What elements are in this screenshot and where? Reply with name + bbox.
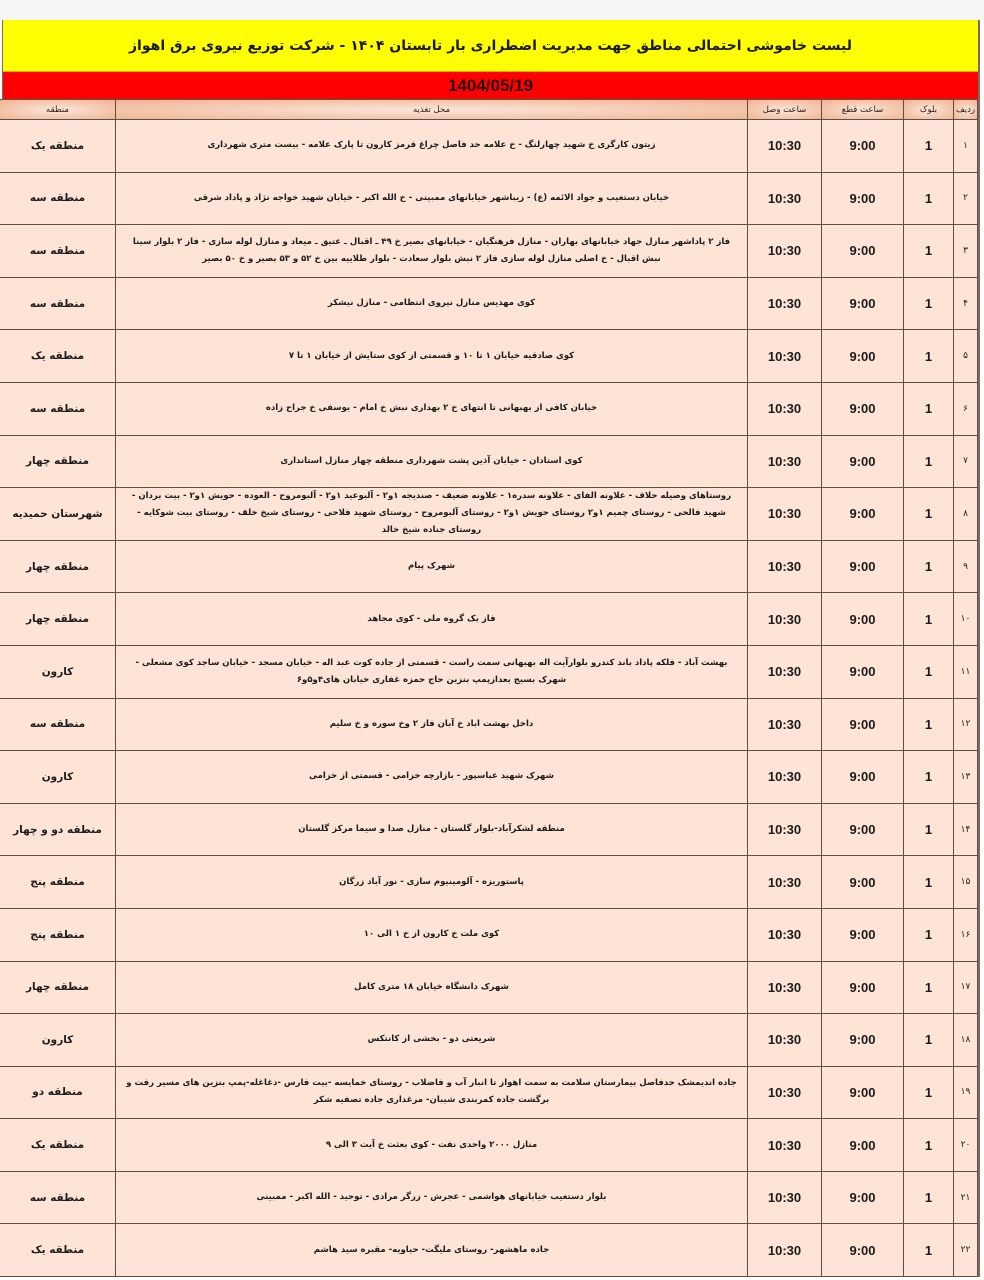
row-index: ۱۶ (954, 908, 978, 961)
row-location: داخل بهشت اباد خ آبان فاز ۲ وخ سوره و خ سلیم (116, 698, 748, 751)
row-off-time: 9:00 (822, 593, 904, 646)
header-location: محل تغذیه (116, 100, 748, 120)
row-on-time: 10:30 (748, 803, 822, 856)
row-on-time: 10:30 (748, 1171, 822, 1224)
row-region: منطقه پنج (0, 908, 116, 961)
row-location: فاز یک گروه ملی - کوی مجاهد (116, 593, 748, 646)
row-off-time: 9:00 (822, 803, 904, 856)
row-off-time: 9:00 (822, 908, 904, 961)
row-block: 1 (904, 120, 954, 173)
row-on-time: 10:30 (748, 645, 822, 698)
row-location: شریعتی دو - بخشی از کانتکس (116, 1014, 748, 1067)
row-index: ۱۳ (954, 751, 978, 804)
row-block: 1 (904, 856, 954, 909)
row-on-time: 10:30 (748, 1119, 822, 1172)
row-location: کوی مهدیس منازل نیروی انتظامی - منازل نیشکر (116, 277, 748, 330)
row-region: منطقه سه (0, 225, 116, 278)
row-index: ۶ (954, 382, 978, 435)
table-row (0, 1224, 978, 1277)
row-off-time: 9:00 (822, 277, 904, 330)
row-location: خیابان کافی از بهبهانی تا انتهای خ ۲ بهداری نبش خ امام - یوسفی خ جراح زاده (116, 382, 748, 435)
row-location: منطقه لشکرآباد-بلوار گلستان - منازل صدا و سیما مرکز گلستان (116, 803, 748, 856)
row-region: منطقه یک (0, 1224, 116, 1277)
top-margin (0, 0, 984, 20)
row-location: زیتون کارگری خ شهید چهارلنگ - خ علامه حد فاصل چراغ قرمز کارون تا پارک علامه - بیست متری شهرداری (116, 120, 748, 173)
row-on-time: 10:30 (748, 488, 822, 541)
row-index: ۱۱ (954, 645, 978, 698)
document-title: لیست خاموشی احتمالی مناطق جهت مدیریت اضطراری بار تابستان ۱۴۰۴ - شرکت توزیع نیروی برق اهواز (3, 20, 978, 72)
row-off-time: 9:00 (822, 435, 904, 488)
row-on-time: 10:30 (748, 698, 822, 751)
row-block: 1 (904, 488, 954, 541)
header-off-time: ساعت قطع (822, 100, 904, 120)
row-index: ۱۴ (954, 803, 978, 856)
row-block: 1 (904, 961, 954, 1014)
row-block: 1 (904, 803, 954, 856)
row-location: کوی ملت خ کارون از خ ۱ الی ۱۰ (116, 908, 748, 961)
table-row (0, 1171, 978, 1224)
row-block: 1 (904, 1119, 954, 1172)
row-off-time: 9:00 (822, 1171, 904, 1224)
row-block: 1 (904, 382, 954, 435)
row-region: کارون (0, 1014, 116, 1067)
row-region: منطقه سه (0, 1171, 116, 1224)
row-off-time: 9:00 (822, 961, 904, 1014)
row-index: ۱ (954, 120, 978, 173)
table-row (0, 698, 978, 751)
table-row (0, 330, 978, 383)
table-row (0, 961, 978, 1014)
table-row (0, 1066, 978, 1119)
table-row (0, 225, 978, 278)
row-location: کوی استادان - خیابان آذین پشت شهرداری منطقه چهار منازل استانداری (116, 435, 748, 488)
table-row (0, 593, 978, 646)
row-block: 1 (904, 908, 954, 961)
row-location: شهرک شهید عباسپور - بازارچه خزامی - قسمتی از خزامی (116, 751, 748, 804)
table-row (0, 645, 978, 698)
row-region: منطقه پنج (0, 856, 116, 909)
row-block: 1 (904, 645, 954, 698)
row-location: شهرک پیام (116, 540, 748, 593)
table-row (0, 382, 978, 435)
row-off-time: 9:00 (822, 751, 904, 804)
row-off-time: 9:00 (822, 645, 904, 698)
row-on-time: 10:30 (748, 225, 822, 278)
row-index: ۱۲ (954, 698, 978, 751)
row-on-time: 10:30 (748, 120, 822, 173)
row-location: پاستوریزه - آلومینیوم سازی - نور آباد زرگان (116, 856, 748, 909)
row-on-time: 10:30 (748, 961, 822, 1014)
row-off-time: 9:00 (822, 225, 904, 278)
row-block: 1 (904, 1014, 954, 1067)
row-index: ۱۵ (954, 856, 978, 909)
row-off-time: 9:00 (822, 856, 904, 909)
row-location: روستاهای وصیله حلاف - علاونه الفای - علاونه سدره۱ - علاونه ضعیف - صندیجه ۱و۲ - آلبوعید ۱و۲ - آلبومروح - العوده - حویش ۱و۲ - بیت بردان - شهید فالحی - روستای چمیم ۱و۲ روستای حویش ۱و۲ - روستای آلبومروح - روستای شهید فلاحی - روستای شیخ خلف - روستای بیت شوکایه - روستای جناده شیخ خالد (116, 488, 748, 541)
header-index: ردیف (954, 100, 978, 120)
row-region: منطقه دو و چهار (0, 803, 116, 856)
row-region: منطقه دو (0, 1066, 116, 1119)
table-row (0, 1014, 978, 1067)
row-block: 1 (904, 330, 954, 383)
row-index: ۲ (954, 172, 978, 225)
row-off-time: 9:00 (822, 540, 904, 593)
row-on-time: 10:30 (748, 435, 822, 488)
row-index: ۱۷ (954, 961, 978, 1014)
row-off-time: 9:00 (822, 1014, 904, 1067)
row-region: منطقه سه (0, 277, 116, 330)
row-region: منطقه یک (0, 330, 116, 383)
row-on-time: 10:30 (748, 277, 822, 330)
row-off-time: 9:00 (822, 120, 904, 173)
table-header-row (0, 100, 978, 120)
row-block: 1 (904, 1224, 954, 1277)
header-on-time: ساعت وصل (748, 100, 822, 120)
row-on-time: 10:30 (748, 1014, 822, 1067)
row-location: بهشت آباد - فلکه پاداد باند کندرو بلوارآیت اله بهبهانی سمت راست - قسمتی از جاده کوت عبد اله - خیابان مسجد - خیابان ساجد کوی مشعلی - شهرک بسیج بعدازپمپ بنزین حاج حمزه غفاری خیابان های۴و۵و۶ (116, 645, 748, 698)
row-region: شهرستان حمیدیه (0, 488, 116, 541)
row-block: 1 (904, 593, 954, 646)
row-off-time: 9:00 (822, 488, 904, 541)
row-on-time: 10:30 (748, 593, 822, 646)
row-location: کوی صادقیه خیابان ۱ تا ۱۰ و قسمتی از کوی ستایش از خیابان ۱ تا ۷ (116, 330, 748, 383)
row-region: منطقه چهار (0, 593, 116, 646)
row-on-time: 10:30 (748, 382, 822, 435)
table-row (0, 435, 978, 488)
row-index: ۱۹ (954, 1066, 978, 1119)
row-region: منطقه چهار (0, 540, 116, 593)
row-index: ۹ (954, 540, 978, 593)
table-row (0, 120, 978, 173)
row-on-time: 10:30 (748, 1224, 822, 1277)
row-on-time: 10:30 (748, 1066, 822, 1119)
row-off-time: 9:00 (822, 382, 904, 435)
row-block: 1 (904, 751, 954, 804)
row-region: منطقه سه (0, 698, 116, 751)
row-index: ۵ (954, 330, 978, 383)
row-on-time: 10:30 (748, 751, 822, 804)
row-index: ۲۱ (954, 1171, 978, 1224)
header-region: منطقه (0, 100, 116, 120)
table-row (0, 908, 978, 961)
row-location: خیابان دستغیب و جواد الائمه (ع) - زیباشهر خیابانهای ممبینی - خ الله اکبر - خیابان شهید خواجه نژاد و پاداد شرقی (116, 172, 748, 225)
row-block: 1 (904, 698, 954, 751)
document-date: 1404/05/19 (3, 72, 978, 99)
table-row (0, 1119, 978, 1172)
row-index: ۱۰ (954, 593, 978, 646)
outage-table (0, 99, 978, 1277)
row-off-time: 9:00 (822, 1066, 904, 1119)
row-on-time: 10:30 (748, 540, 822, 593)
table-row (0, 540, 978, 593)
row-region: منطقه یک (0, 120, 116, 173)
outage-sheet (2, 20, 980, 1277)
row-block: 1 (904, 540, 954, 593)
row-block: 1 (904, 1066, 954, 1119)
row-on-time: 10:30 (748, 856, 822, 909)
row-off-time: 9:00 (822, 1224, 904, 1277)
row-on-time: 10:30 (748, 330, 822, 383)
table-row (0, 277, 978, 330)
row-region: منطقه چهار (0, 961, 116, 1014)
row-block: 1 (904, 277, 954, 330)
row-region: منطقه یک (0, 1119, 116, 1172)
table-row (0, 488, 978, 541)
row-region: منطقه چهار (0, 435, 116, 488)
table-row (0, 803, 978, 856)
row-off-time: 9:00 (822, 330, 904, 383)
row-index: ۲۰ (954, 1119, 978, 1172)
row-block: 1 (904, 435, 954, 488)
table-row (0, 172, 978, 225)
row-index: ۸ (954, 488, 978, 541)
row-region: کارون (0, 751, 116, 804)
row-off-time: 9:00 (822, 1119, 904, 1172)
row-index: ۱۸ (954, 1014, 978, 1067)
row-location: منازل ۲۰۰۰ واحدی نفت - کوی بعثت خ آیت ۳ الی ۹ (116, 1119, 748, 1172)
row-block: 1 (904, 172, 954, 225)
row-location: جاده اندیمشک حدفاصل بیمارستان سلامت به سمت اهواز تا انبار آب و فاضلاب - روستای خمایسه -بیت فارس -دغاغله-پمپ بنزین های مسیر رفت و برگشت جاده کمربندی شیبان- مرغداری جاده تصفیه شکر (116, 1066, 748, 1119)
row-location: بلوار دستغیب خیابانهای هواشمی - عجرش - زرگر مرادی - توحید - الله اکبر - ممبینی (116, 1171, 748, 1224)
header-block: بلوک (904, 100, 954, 120)
row-index: ۲۲ (954, 1224, 978, 1277)
row-off-time: 9:00 (822, 172, 904, 225)
table-row (0, 751, 978, 804)
row-index: ۷ (954, 435, 978, 488)
row-location: فاز ۲ پاداشهر منازل جهاد خیابانهای بهاران - منازل فرهنگیان - خیابانهای بصیر خ ۴۹ ـ اقبال ـ عتیق ـ میعاد و منازل لوله سازی - فاز ۲ بلوار سینا نبش اقبال - خ اصلی منازل لوله سازی فاز ۲ نبش بلوار سعادت - بلوار طلاییه بین خ ۵۲ و ۵۳ بصیر و خ ۵۰ بصیر (116, 225, 748, 278)
table-row (0, 856, 978, 909)
row-index: ۳ (954, 225, 978, 278)
row-on-time: 10:30 (748, 172, 822, 225)
row-region: منطقه سه (0, 172, 116, 225)
row-on-time: 10:30 (748, 908, 822, 961)
row-location: شهرک دانشگاه خیابان ۱۸ متری کامل (116, 961, 748, 1014)
row-block: 1 (904, 225, 954, 278)
row-region: منطقه سه (0, 382, 116, 435)
row-location: جاده ماهشهر- روستای ملیگت- حیاویه- مقبره سید هاشم (116, 1224, 748, 1277)
row-block: 1 (904, 1171, 954, 1224)
row-region: کارون (0, 645, 116, 698)
row-index: ۴ (954, 277, 978, 330)
row-off-time: 9:00 (822, 698, 904, 751)
